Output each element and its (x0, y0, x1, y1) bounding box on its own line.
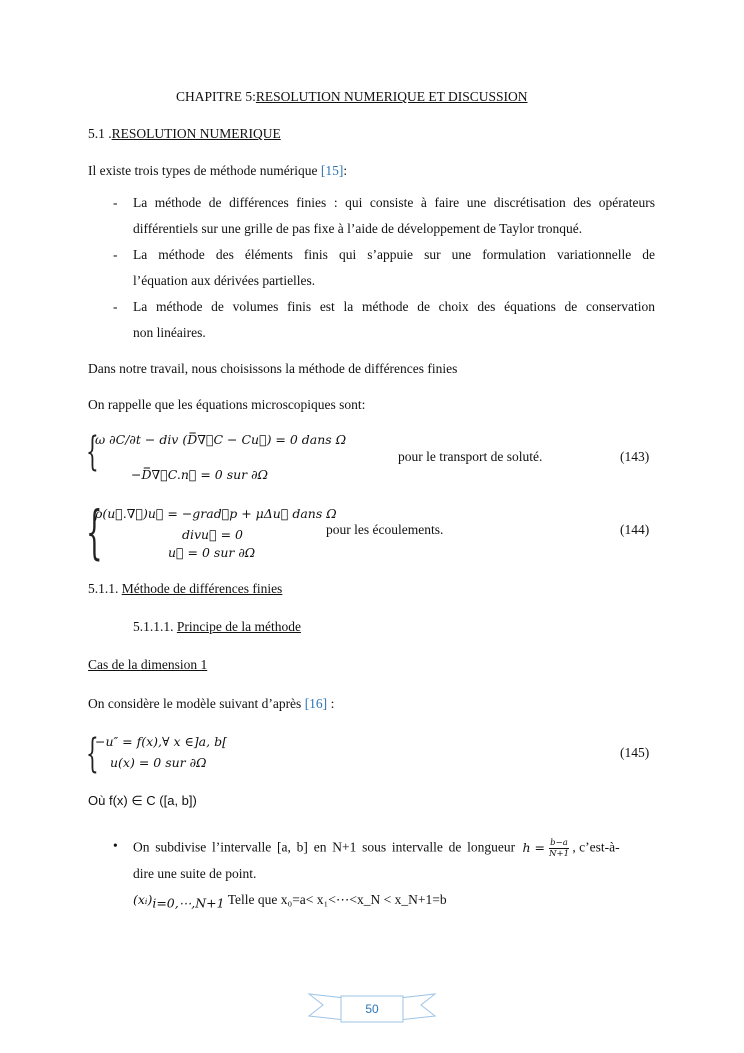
subsubsection-heading (133, 619, 301, 635)
sequence-condition: Telle que x₀=a< x₁<⋯<x_N < x_N+1=b (224, 892, 447, 907)
equation-line: u(x) = 0 sur ∂Ω (110, 755, 207, 770)
bullet-line: dire une suite de point. (133, 866, 257, 881)
subsubsection-number: 5.1.1.1. (133, 619, 177, 634)
brace-icon: { (86, 731, 99, 777)
equation-number: (143) (620, 449, 650, 464)
page-footer (307, 990, 437, 1030)
intro-tail: : (343, 163, 348, 178)
subsection-title: Méthode de différences finies (121, 581, 283, 596)
list-item-line: La méthode de volumes finis est la méthode de choix des équations de conservation (133, 299, 655, 314)
model-paragraph (88, 696, 334, 712)
fraction-numerator: b−a (550, 838, 568, 848)
section-number: 5.1 . (88, 126, 112, 141)
model-tail: : (327, 696, 335, 711)
list-item-line: La méthode des éléments finis qui s’appuie sur une formulation variationnelle de (133, 247, 655, 262)
brace-icon: { (86, 498, 103, 566)
chapter-title (176, 89, 528, 105)
list-item-line: non linéaires. (133, 325, 206, 340)
list-marker: - (113, 299, 118, 314)
citation-link[interactable]: [16] (304, 696, 328, 711)
list-marker: - (113, 247, 118, 262)
section-heading (88, 126, 281, 142)
subsubsection-title: Principe de la méthode (176, 619, 301, 634)
equation-description: pour le transport de soluté. (398, 449, 543, 464)
equation-line: divu⃗ = 0 (182, 527, 243, 542)
subsection-heading (88, 581, 282, 597)
equation-line: ω ∂C/∂t − div (D̿∇⃗C − Cu⃗) = 0 dans Ω (95, 432, 347, 447)
intro-text: Il existe trois types de méthode numérique (88, 163, 321, 178)
section-title: RESOLUTION NUMERIQUE (111, 126, 281, 141)
intro-paragraph (88, 163, 347, 179)
page-number: 50 (365, 1002, 379, 1016)
list-item-line: l’équation aux dérivées partielles. (133, 273, 316, 288)
paragraph: On rappelle que les équations microscopiques sont: (88, 397, 366, 412)
equation-line: −D̿∇⃗C.n⃗ = 0 sur ∂Ω (131, 467, 268, 482)
sequence-index: i=0,⋯,N+1 (152, 895, 225, 911)
list-item-line: différentiels sur une grille de pas fixe à l’aide de développement de Taylor tronqué. (133, 221, 583, 236)
equation-number: (144) (620, 522, 650, 537)
equation-description: pour les écoulements. (326, 522, 444, 537)
equation-line: ρ(u⃗.∇⃗)u⃗ = −grad⃗p + μΔu⃗ dans Ω (95, 506, 337, 521)
bullet-tail: , c’est-à- (568, 839, 620, 855)
equation-line: u⃗ = 0 sur ∂Ω (168, 545, 256, 560)
list-item-line: La méthode de différences finies : qui consiste à faire une discrétisation des opérateurs (133, 195, 655, 210)
bullet-icon: • (113, 838, 118, 853)
bullet-text: On subdivise l’intervalle [a, b] en N+1 sous intervalle de longueur (133, 839, 516, 855)
equation-number: (145) (620, 745, 650, 760)
bullet-line (133, 838, 620, 859)
paragraph: Dans notre travail, nous choisissons la méthode de différences finies (88, 361, 458, 376)
function-condition: Où f(x) ∈ C ([a, b]) (88, 793, 197, 808)
chapter-main-title: RESOLUTION NUMERIQUE ET DISCUSSION (255, 89, 528, 104)
chapter-prefix: CHAPITRE 5: (176, 89, 256, 104)
sequence-math: (xᵢ) (133, 892, 153, 907)
list-marker: - (113, 195, 118, 210)
equation-line: −u″ = f(x),∀ x ∈]a, b[ (95, 734, 227, 749)
fraction-denominator: N+1 (549, 849, 569, 859)
fraction (549, 838, 569, 859)
case-heading: Cas de la dimension 1 (88, 657, 208, 672)
citation-link[interactable]: [15] (320, 163, 344, 178)
h-symbol: h = (522, 839, 550, 855)
subsection-number: 5.1.1. (88, 581, 122, 596)
model-text: On considère le modèle suivant d’après (88, 696, 305, 711)
bullet-line (133, 892, 447, 912)
brace-icon: { (86, 429, 99, 475)
